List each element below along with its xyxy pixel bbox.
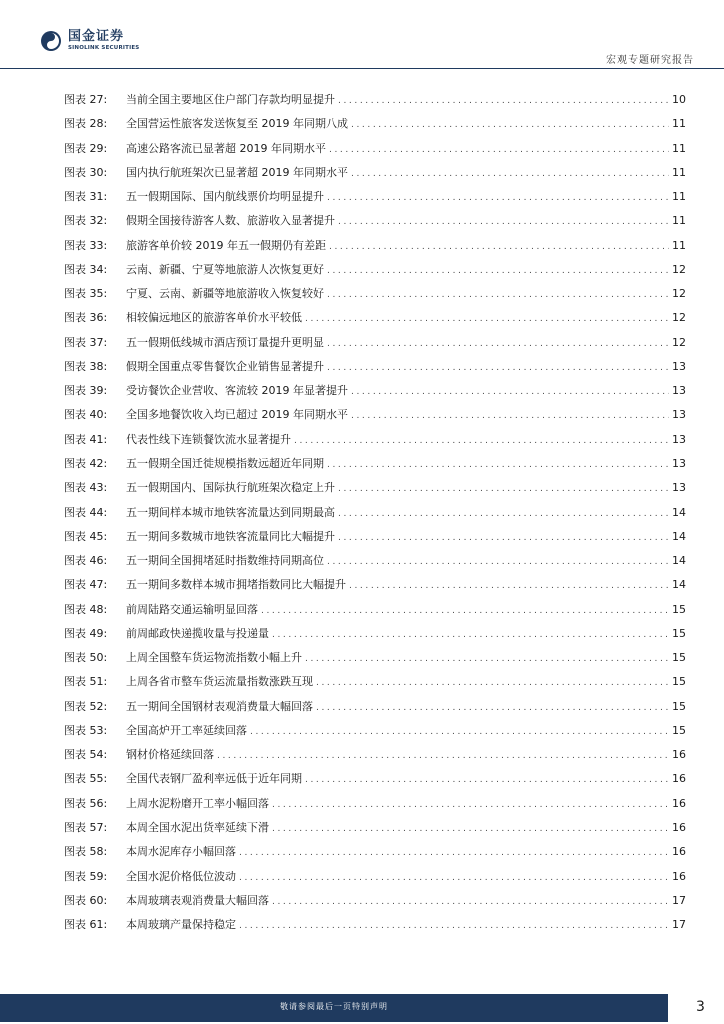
- toc-dot-leader: [351, 408, 669, 424]
- toc-entry-label: 图表 41:: [64, 432, 108, 446]
- toc-entry[interactable]: [64, 141, 686, 165]
- toc-entry[interactable]: [64, 723, 686, 747]
- toc-entry-page: 14: [672, 554, 686, 568]
- toc-entry[interactable]: [64, 262, 686, 286]
- toc-entry-title: 本周水泥库存小幅回落: [126, 845, 236, 859]
- toc-entry-title: 全国高炉开工率延续回落: [126, 723, 247, 737]
- toc-entry-page: 16: [672, 772, 686, 786]
- toc-entry-label: 图表 44:: [64, 505, 108, 519]
- toc-entry-title: 五一假期国际、国内航线票价均明显提升: [126, 190, 324, 204]
- toc-entry-title: 上周水泥粉磨开工率小幅回落: [126, 796, 269, 810]
- toc-dot-leader: [327, 554, 669, 570]
- toc-entry[interactable]: [64, 893, 686, 917]
- toc-entry-label: 图表 36:: [64, 311, 108, 325]
- toc-entry-page: 11: [672, 165, 686, 179]
- toc-dot-leader: [338, 93, 669, 109]
- toc-entry-label: 图表 59:: [64, 869, 108, 883]
- toc-entry-label: 图表 56:: [64, 796, 108, 810]
- toc-entry-page: 13: [672, 432, 686, 446]
- brand-name-cn: 国金证券: [68, 29, 125, 44]
- toc-dot-leader: [250, 724, 669, 740]
- toc-entry[interactable]: [64, 505, 686, 529]
- toc-entry-label: 图表 61:: [64, 918, 108, 932]
- toc-dot-leader: [272, 894, 669, 910]
- toc-entry[interactable]: [64, 92, 686, 116]
- toc-entry-page: 15: [672, 699, 686, 713]
- toc-entry-label: 图表 60:: [64, 893, 108, 907]
- footer-bar: [0, 994, 668, 1022]
- toc-entry[interactable]: [64, 820, 686, 844]
- toc-entry-page: 15: [672, 602, 686, 616]
- toc-entry-label: 图表 34:: [64, 262, 108, 276]
- toc-dot-leader: [327, 457, 669, 473]
- toc-dot-leader: [338, 506, 669, 522]
- toc-dot-leader: [272, 797, 669, 813]
- toc-entry-label: 图表 39:: [64, 384, 108, 398]
- toc-dot-leader: [327, 263, 669, 279]
- toc-entry-title: 五一期间全国拥堵延时指数维持同期高位: [126, 554, 324, 568]
- page-number: 3: [696, 999, 705, 1015]
- toc-entry-title: 国内执行航班架次已显著超 2019 年同期水平: [126, 165, 348, 179]
- toc-dot-leader: [327, 336, 669, 352]
- toc-entry[interactable]: [64, 844, 686, 868]
- toc-dot-leader: [239, 918, 669, 934]
- toc-entry-title: 本周玻璃表观消费量大幅回落: [126, 893, 269, 907]
- toc-entry[interactable]: [64, 650, 686, 674]
- toc-entry-title: 前周邮政快递揽收量与投递量: [126, 626, 269, 640]
- toc-entry-page: 12: [672, 287, 686, 301]
- toc-dot-leader: [272, 821, 669, 837]
- toc-entry-title: 高速公路客流已显著超 2019 年同期水平: [126, 141, 326, 155]
- toc-entry[interactable]: [64, 480, 686, 504]
- toc-entry-label: 图表 50:: [64, 651, 108, 665]
- toc-entry-page: 16: [672, 796, 686, 810]
- toc-entry[interactable]: [64, 213, 686, 237]
- toc-entry-page: 15: [672, 675, 686, 689]
- toc-entry-title: 全国多地餐饮收入均已超过 2019 年同期水平: [126, 408, 348, 422]
- toc-entry-label: 图表 35:: [64, 287, 108, 301]
- toc-entry[interactable]: [64, 869, 686, 893]
- toc-dot-leader: [351, 117, 669, 133]
- toc-dot-leader: [272, 627, 669, 643]
- toc-dot-leader: [329, 142, 669, 158]
- toc-entry-label: 图表 43:: [64, 481, 108, 495]
- toc-entry-page: 14: [672, 529, 686, 543]
- toc-dot-leader: [261, 603, 669, 619]
- toc-entry[interactable]: [64, 626, 686, 650]
- company-logo: [40, 30, 139, 52]
- toc-entry[interactable]: [64, 771, 686, 795]
- toc-entry-title: 上周各省市整车货运流量指数涨跌互现: [126, 675, 313, 689]
- toc-entry[interactable]: [64, 796, 686, 820]
- toc-dot-leader: [351, 166, 669, 182]
- toc-entry[interactable]: [64, 335, 686, 359]
- toc-entry-title: 受访餐饮企业营收、客流较 2019 年显著提升: [126, 384, 348, 398]
- toc-entry[interactable]: [64, 310, 686, 334]
- toc-entry-title: 全国水泥价格低位波动: [126, 869, 236, 883]
- toc-entry-label: 图表 40:: [64, 408, 108, 422]
- toc-dot-leader: [351, 384, 669, 400]
- toc-entry-page: 12: [672, 311, 686, 325]
- toc-entry-title: 假期全国重点零售餐饮企业销售显著提升: [126, 359, 324, 373]
- toc-entry[interactable]: [64, 529, 686, 553]
- brand-name-en: SINOLINK SECURITIES: [68, 45, 140, 51]
- toc-entry-page: 10: [672, 93, 686, 106]
- toc-entry[interactable]: [64, 674, 686, 698]
- toc-entry-title: 云南、新疆、宁夏等地旅游人次恢复更好: [126, 262, 324, 276]
- toc-entry-page: 11: [672, 117, 686, 131]
- toc-dot-leader: [305, 651, 669, 667]
- toc-entry-label: 图表 51:: [64, 675, 108, 689]
- toc-entry-page: 13: [672, 384, 686, 398]
- toc-entry-page: 16: [672, 748, 686, 762]
- toc-entry-title: 五一假期全国迁徙规模指数远超近年同期: [126, 456, 324, 470]
- toc-entry-label: 图表 46:: [64, 554, 108, 568]
- toc-entry-label: 图表 38:: [64, 359, 108, 373]
- toc-entry-page: 13: [672, 408, 686, 422]
- toc-entry-title: 五一假期低线城市酒店预订量提升更明显: [126, 335, 324, 349]
- toc-entry-title: 钢材价格延续回落: [126, 748, 214, 762]
- toc-entry-title: 旅游客单价较 2019 年五一假期仍有差距: [126, 238, 326, 252]
- toc-entry-label: 图表 58:: [64, 845, 108, 859]
- toc-entry-page: 14: [672, 578, 686, 592]
- toc-entry-title: 本周全国水泥出货率延续下滑: [126, 820, 269, 834]
- toc-entry-title: 上周全国整车货运物流指数小幅上升: [126, 651, 302, 665]
- toc-dot-leader: [239, 845, 669, 861]
- toc-entry-label: 图表 48:: [64, 602, 108, 616]
- toc-entry-label: 图表 45:: [64, 529, 108, 543]
- toc-entry-page: 15: [672, 723, 686, 737]
- page-footer: [0, 994, 724, 1024]
- toc-entry-label: 图表 29:: [64, 141, 108, 155]
- toc-entry-label: 图表 31:: [64, 190, 108, 204]
- toc-entry-title: 假期全国接待游客人数、旅游收入显著提升: [126, 214, 335, 228]
- toc-dot-leader: [338, 481, 669, 497]
- footer-disclaimer: 敬请参阅最后一页特别声明: [280, 1002, 388, 1011]
- toc-entry-title: 宁夏、云南、新疆等地旅游收入恢复较好: [126, 287, 324, 301]
- toc-entry-label: 图表 55:: [64, 772, 108, 786]
- toc-entry-title: 全国营运性旅客发送恢复至 2019 年同期八成: [126, 117, 348, 131]
- toc-entry[interactable]: [64, 238, 686, 262]
- toc-entry[interactable]: [64, 747, 686, 771]
- toc-entry-page: 15: [672, 626, 686, 640]
- toc-entry-page: 11: [672, 238, 686, 252]
- toc-dot-leader: [338, 530, 669, 546]
- toc-entry-label: 图表 52:: [64, 699, 108, 713]
- toc-dot-leader: [349, 578, 669, 594]
- toc-entry-title: 本周玻璃产量保持稳定: [126, 918, 236, 932]
- toc-entry-page: 11: [672, 141, 686, 155]
- toc-dot-leader: [217, 748, 669, 764]
- sinolink-logo-icon: [40, 30, 62, 52]
- toc-entry-page: 11: [672, 214, 686, 228]
- toc-entry-label: 图表 27:: [64, 93, 108, 106]
- toc-entry[interactable]: [64, 189, 686, 213]
- toc-entry-label: 图表 28:: [64, 117, 108, 131]
- toc-entry[interactable]: [64, 553, 686, 577]
- toc-entry-page: 16: [672, 820, 686, 834]
- header-divider: [0, 68, 724, 69]
- toc-entry-title: 五一假期国内、国际执行航班架次稳定上升: [126, 481, 335, 495]
- toc-entry-label: 图表 30:: [64, 165, 108, 179]
- toc-entry-page: 13: [672, 359, 686, 373]
- toc-entry-title: 代表性线下连锁餐饮流水显著提升: [126, 432, 291, 446]
- toc-entry-page: 16: [672, 845, 686, 859]
- toc-entry[interactable]: [64, 432, 686, 456]
- toc-entry-title: 五一期间样本城市地铁客流量达到同期最高: [126, 505, 335, 519]
- toc-dot-leader: [294, 433, 669, 449]
- toc-dot-leader: [305, 772, 669, 788]
- toc-entry-label: 图表 53:: [64, 723, 108, 737]
- toc-entry-title: 相较偏远地区的旅游客单价水平较低: [126, 311, 302, 325]
- toc-entry-page: 12: [672, 262, 686, 276]
- report-type-label: 宏观专题研究报告: [606, 55, 694, 66]
- toc-entry[interactable]: [64, 577, 686, 601]
- toc-entry-page: 15: [672, 651, 686, 665]
- toc-entry-page: 17: [672, 918, 686, 932]
- toc-entry[interactable]: [64, 699, 686, 723]
- toc-entry-label: 图表 57:: [64, 820, 108, 834]
- toc-entry-title: 全国代表钢厂盈利率远低于近年同期: [126, 772, 302, 786]
- toc-entry-title: 前周陆路交通运输明显回落: [126, 602, 258, 616]
- toc-entry-title: 五一期间多数样本城市拥堵指数同比大幅提升: [126, 578, 346, 592]
- toc-entry-label: 图表 33:: [64, 238, 108, 252]
- toc-entry[interactable]: [64, 407, 686, 431]
- toc-entry-page: 16: [672, 869, 686, 883]
- toc-entry-page: 14: [672, 505, 686, 519]
- toc-entry[interactable]: [64, 917, 686, 941]
- toc-entry-page: 13: [672, 481, 686, 495]
- toc-entry-title: 五一期间全国钢材表观消费量大幅回落: [126, 699, 313, 713]
- toc-entry-page: 13: [672, 456, 686, 470]
- toc-entry-page: 17: [672, 893, 686, 907]
- toc-entry-page: 11: [672, 190, 686, 204]
- toc-dot-leader: [305, 311, 669, 327]
- toc-entry[interactable]: [64, 602, 686, 626]
- toc-entry-title: 当前全国主要地区住户部门存款均明显提升: [126, 93, 335, 106]
- toc-dot-leader: [329, 239, 669, 255]
- table-of-figures: [64, 92, 686, 941]
- toc-entry-label: 图表 49:: [64, 626, 108, 640]
- toc-entry[interactable]: [64, 286, 686, 310]
- toc-entry-label: 图表 42:: [64, 456, 108, 470]
- toc-dot-leader: [327, 190, 669, 206]
- toc-dot-leader: [338, 214, 669, 230]
- toc-entry-page: 12: [672, 335, 686, 349]
- page-header: [0, 0, 724, 70]
- toc-dot-leader: [327, 360, 669, 376]
- toc-entry-label: 图表 54:: [64, 748, 108, 762]
- toc-dot-leader: [327, 287, 669, 303]
- toc-entry-label: 图表 47:: [64, 578, 108, 592]
- toc-entry-label: 图表 32:: [64, 214, 108, 228]
- toc-entry-label: 图表 37:: [64, 335, 108, 349]
- toc-entry[interactable]: [64, 165, 686, 189]
- toc-dot-leader: [316, 675, 669, 691]
- toc-dot-leader: [316, 700, 669, 716]
- toc-entry[interactable]: [64, 359, 686, 383]
- toc-entry-title: 五一期间多数城市地铁客流量同比大幅提升: [126, 529, 335, 543]
- toc-entry[interactable]: [64, 456, 686, 480]
- toc-dot-leader: [239, 870, 669, 886]
- toc-entry[interactable]: [64, 383, 686, 407]
- toc-entry[interactable]: [64, 116, 686, 140]
